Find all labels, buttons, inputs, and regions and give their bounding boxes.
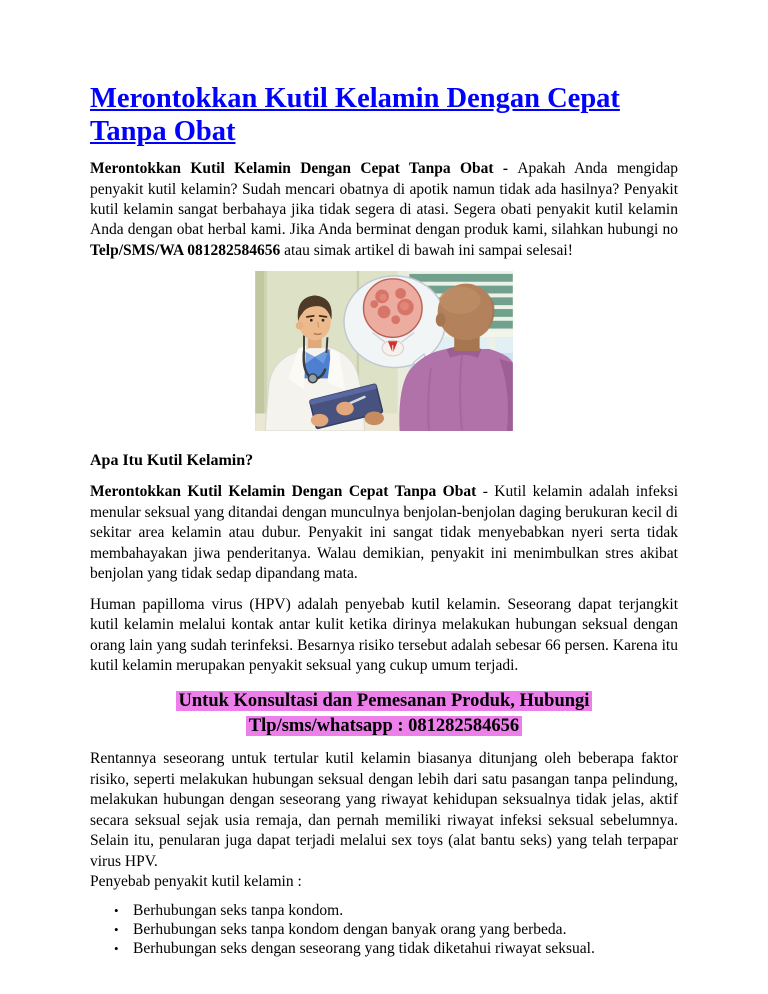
- definition-body-text: - Kutil kelamin adalah infeksi menular seksual yang ditandai dengan munculnya benjolan-benjolan daging berukuran kecil di sekitar area kelamin atau dubur. Penyakit ini sangat tidak menyebabkan nyeri serta tidak membahayakan jiwa penderitanya. Walau demikian, penyakit ini menimbulkan stres akibat benjolan yang tidak sedap dipandang mata.: [90, 483, 679, 583]
- list-item: [114, 940, 678, 959]
- bullet-icon: •: [114, 941, 119, 957]
- definition-paragraph: [90, 482, 678, 584]
- causes-list-intro: Penyebab penyakit kutil kelamin :: [90, 872, 302, 890]
- intro-tail-text: atau simak artikel di bawah ini sampai selesai!: [280, 241, 573, 259]
- causes-list: [90, 902, 678, 959]
- list-item-text: Berhubungan seks tanpa kondom dengan banyak orang yang berbeda.: [133, 921, 567, 939]
- bullet-icon: •: [114, 922, 119, 938]
- list-item-text: Berhubungan seks dengan seseorang yang tidak diketahui riwayat seksual.: [133, 940, 595, 958]
- list-item-text: Berhubungan seks tanpa kondom.: [133, 902, 344, 920]
- promo-line-1: Untuk Konsultasi dan Pemesanan Produk, Hubungi: [176, 691, 593, 711]
- list-item: [114, 921, 678, 940]
- contact-promo: [90, 689, 678, 738]
- skin-condition-circle: [364, 279, 423, 338]
- risk-paragraph: [90, 749, 678, 892]
- intro-bold-lead: Merontokkan Kutil Kelamin Dengan Cepat Tanpa Obat -: [90, 160, 518, 178]
- page-title-link[interactable]: Merontokkan Kutil Kelamin Dengan Cepat Tanpa Obat: [90, 83, 620, 148]
- list-item: [114, 902, 678, 921]
- section-heading: Apa Itu Kutil Kelamin?: [90, 452, 254, 470]
- promo-line-2: Tlp/sms/whatsapp : 081282584656: [246, 716, 522, 736]
- intro-body-text: Apakah Anda mengidap penyakit kutil kelamin? Sudah mencari obatnya di apotik namun tidak ada hasilnya? Penyakit kutil kelamin sangat berbahaya jika tidak segera di atasi. Segera obati penyakit kutil kelamin Anda dengan obat herbal kami. Jika Anda berminat dengan produk kami, silahkan hubungi no: [90, 160, 678, 239]
- intro-paragraph: [90, 159, 678, 261]
- anatomy-detail: [382, 341, 403, 357]
- definition-bold-lead: Merontokkan Kutil Kelamin Dengan Cepat Tanpa Obat: [90, 483, 477, 501]
- patient-hand: [364, 412, 384, 426]
- contact-number-bold: Telp/SMS/WA 081282584656: [90, 241, 281, 259]
- risk-body-text: Rentannya seseorang untuk tertular kutil kelamin biasanya ditunjang oleh beberapa faktor risiko, seperti melakukan hubungan seksual dengan lebih dari satu pasangan tanpa pelindung, melakukan hubungan dengan seseorang yang riwayat kehidupan seksualnya tidak jelas, aktif secara seksual sejak usia remaja, dan pernah memiliki riwayat infeksi seksual sebelumnya. Selain itu, penularan juga dapat terjadi melalui sex toys (alat bantu seks) yang telah terpapar virus HPV.: [90, 750, 678, 870]
- doctor-patient-illustration: [252, 271, 516, 431]
- hpv-paragraph: Human papilloma virus (HPV) adalah penyebab kutil kelamin. Seseorang dapat terjangkit kutil kelamin melalui kontak antar kulit ketika dirinya melakukan hubungan seksual dengan orang lain yang sudah terinfeksi. Besarnya risiko tersebut adalah sebesar 66 persen. Karena itu kutil kelamin merupakan penyakit seksual yang cukup umum terjadi.: [90, 595, 678, 674]
- bullet-icon: •: [114, 903, 119, 919]
